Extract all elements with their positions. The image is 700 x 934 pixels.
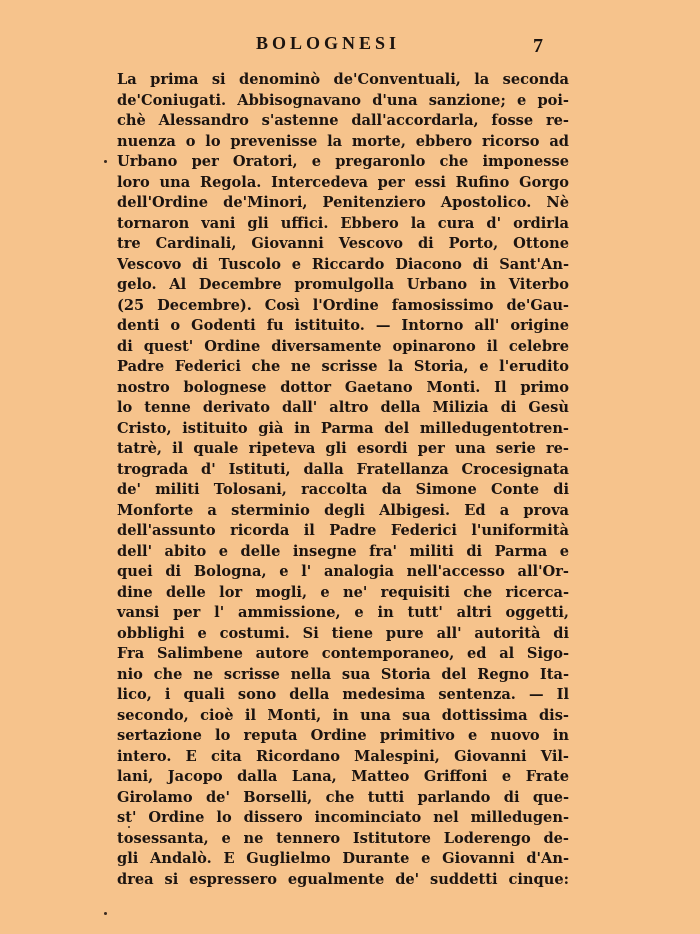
body-text (117, 70, 569, 890)
text-line: lo tenne derivato dall' altro della Milizia di Gesù (117, 399, 569, 416)
text-line: nuenza o lo prevenisse la morte, ebbero ricorso ad (117, 132, 569, 150)
text-line: drea si espressero egualmente de' suddetti cinque: (117, 870, 569, 888)
text-line: denti o Godenti fu istituito. — Intorno all' origine (117, 317, 569, 334)
text-line: tre Cardinali, Giovanni Vescovo di Porto, Ottone (117, 235, 569, 252)
text-line: secondo, cioè il Monti, in una sua dottissima dis- (117, 706, 569, 724)
text-line: intero. E cita Ricordano Malespini, Giovanni Vil- (117, 747, 569, 765)
print-speck (104, 912, 107, 915)
text-line: Girolamo de' Borselli, che tutti parlando di que- (117, 788, 569, 806)
text-line: dine delle lor mogli, e ne' requisiti che ricerca- (117, 583, 569, 601)
print-speck (128, 826, 130, 828)
print-speck (104, 160, 107, 163)
text-line: quei di Bologna, e l' analogia nell'accesso all'Or- (117, 563, 569, 580)
text-line: dell'Ordine de'Minori, Penitenziero Apostolico. Nè (117, 194, 569, 211)
running-title: BOLOGNESI (256, 33, 401, 53)
text-line: lico, i quali sono della medesima sentenza. — Il (117, 686, 569, 703)
running-header (0, 33, 700, 57)
text-line: vansi per l' ammissione, e in tutt' altri oggetti, (117, 604, 569, 621)
text-line: dell'assunto ricorda il Padre Federici l'uniformità (117, 522, 569, 539)
text-line: de'Coniugati. Abbisognavano d'una sanzione; e poi- (117, 91, 569, 109)
text-line: tatrè, il quale ripeteva gli esordi per una serie re- (117, 440, 569, 457)
text-line: Cristo, istituito già in Parma del milledugentotren- (117, 419, 569, 437)
text-line: nio che ne scrisse nella sua Storia del Regno Ita- (117, 665, 569, 683)
text-line: trograda d' Istituti, dalla Fratellanza Crocesignata (117, 460, 569, 478)
text-line: Fra Salimbene autore contemporaneo, ed al Sigo- (117, 645, 569, 662)
text-line: loro una Regola. Intercedeva per essi Rufino Gorgo (117, 173, 569, 191)
text-line: nostro bolognese dottor Gaetano Monti. Il primo (117, 378, 569, 396)
text-line: sertazione lo reputa Ordine primitivo e nuovo in (117, 727, 569, 744)
text-line: dell' abito e delle insegne fra' militi di Parma e (117, 542, 569, 560)
text-line: gelo. Al Decembre promulgolla Urbano in Viterbo (117, 276, 569, 293)
text-line: gli Andalò. E Guglielmo Durante e Giovanni d'An- (117, 850, 569, 867)
text-line: Monforte a sterminio degli Albigesi. Ed a prova (117, 501, 569, 519)
text-line: Urbano per Oratori, e pregaronlo che imponesse (117, 153, 569, 170)
text-line: lani, Jacopo dalla Lana, Matteo Griffoni e Frate (117, 768, 569, 785)
text-line: (25 Decembre). Così l'Ordine famosissimo de'Gau- (117, 296, 569, 314)
text-line: tornaron vani gli uffici. Ebbero la cura d' ordirla (117, 214, 569, 232)
text-line: La prima si denominò de'Conventuali, la seconda (117, 71, 569, 88)
text-line: Padre Federici che ne scrisse la Storia, e l'erudito (117, 358, 569, 375)
text-line: obblighi e costumi. Si tiene pure all' autorità di (117, 624, 569, 642)
text-line: tosessanta, e ne tennero Istitutore Loderengo de- (117, 829, 569, 847)
text-line: di quest' Ordine diversamente opinarono il celebre (117, 337, 569, 355)
text-line: st' Ordine lo dissero incominciato nel milledugen- (117, 809, 569, 826)
page-number: 7 (533, 35, 543, 57)
text-line: Vescovo di Tuscolo e Riccardo Diacono di Sant'An- (117, 255, 569, 273)
text-line: chè Alessandro s'astenne dall'accordarla, fosse re- (117, 112, 569, 129)
text-line: de' militi Tolosani, raccolta da Simone Conte di (117, 481, 569, 498)
